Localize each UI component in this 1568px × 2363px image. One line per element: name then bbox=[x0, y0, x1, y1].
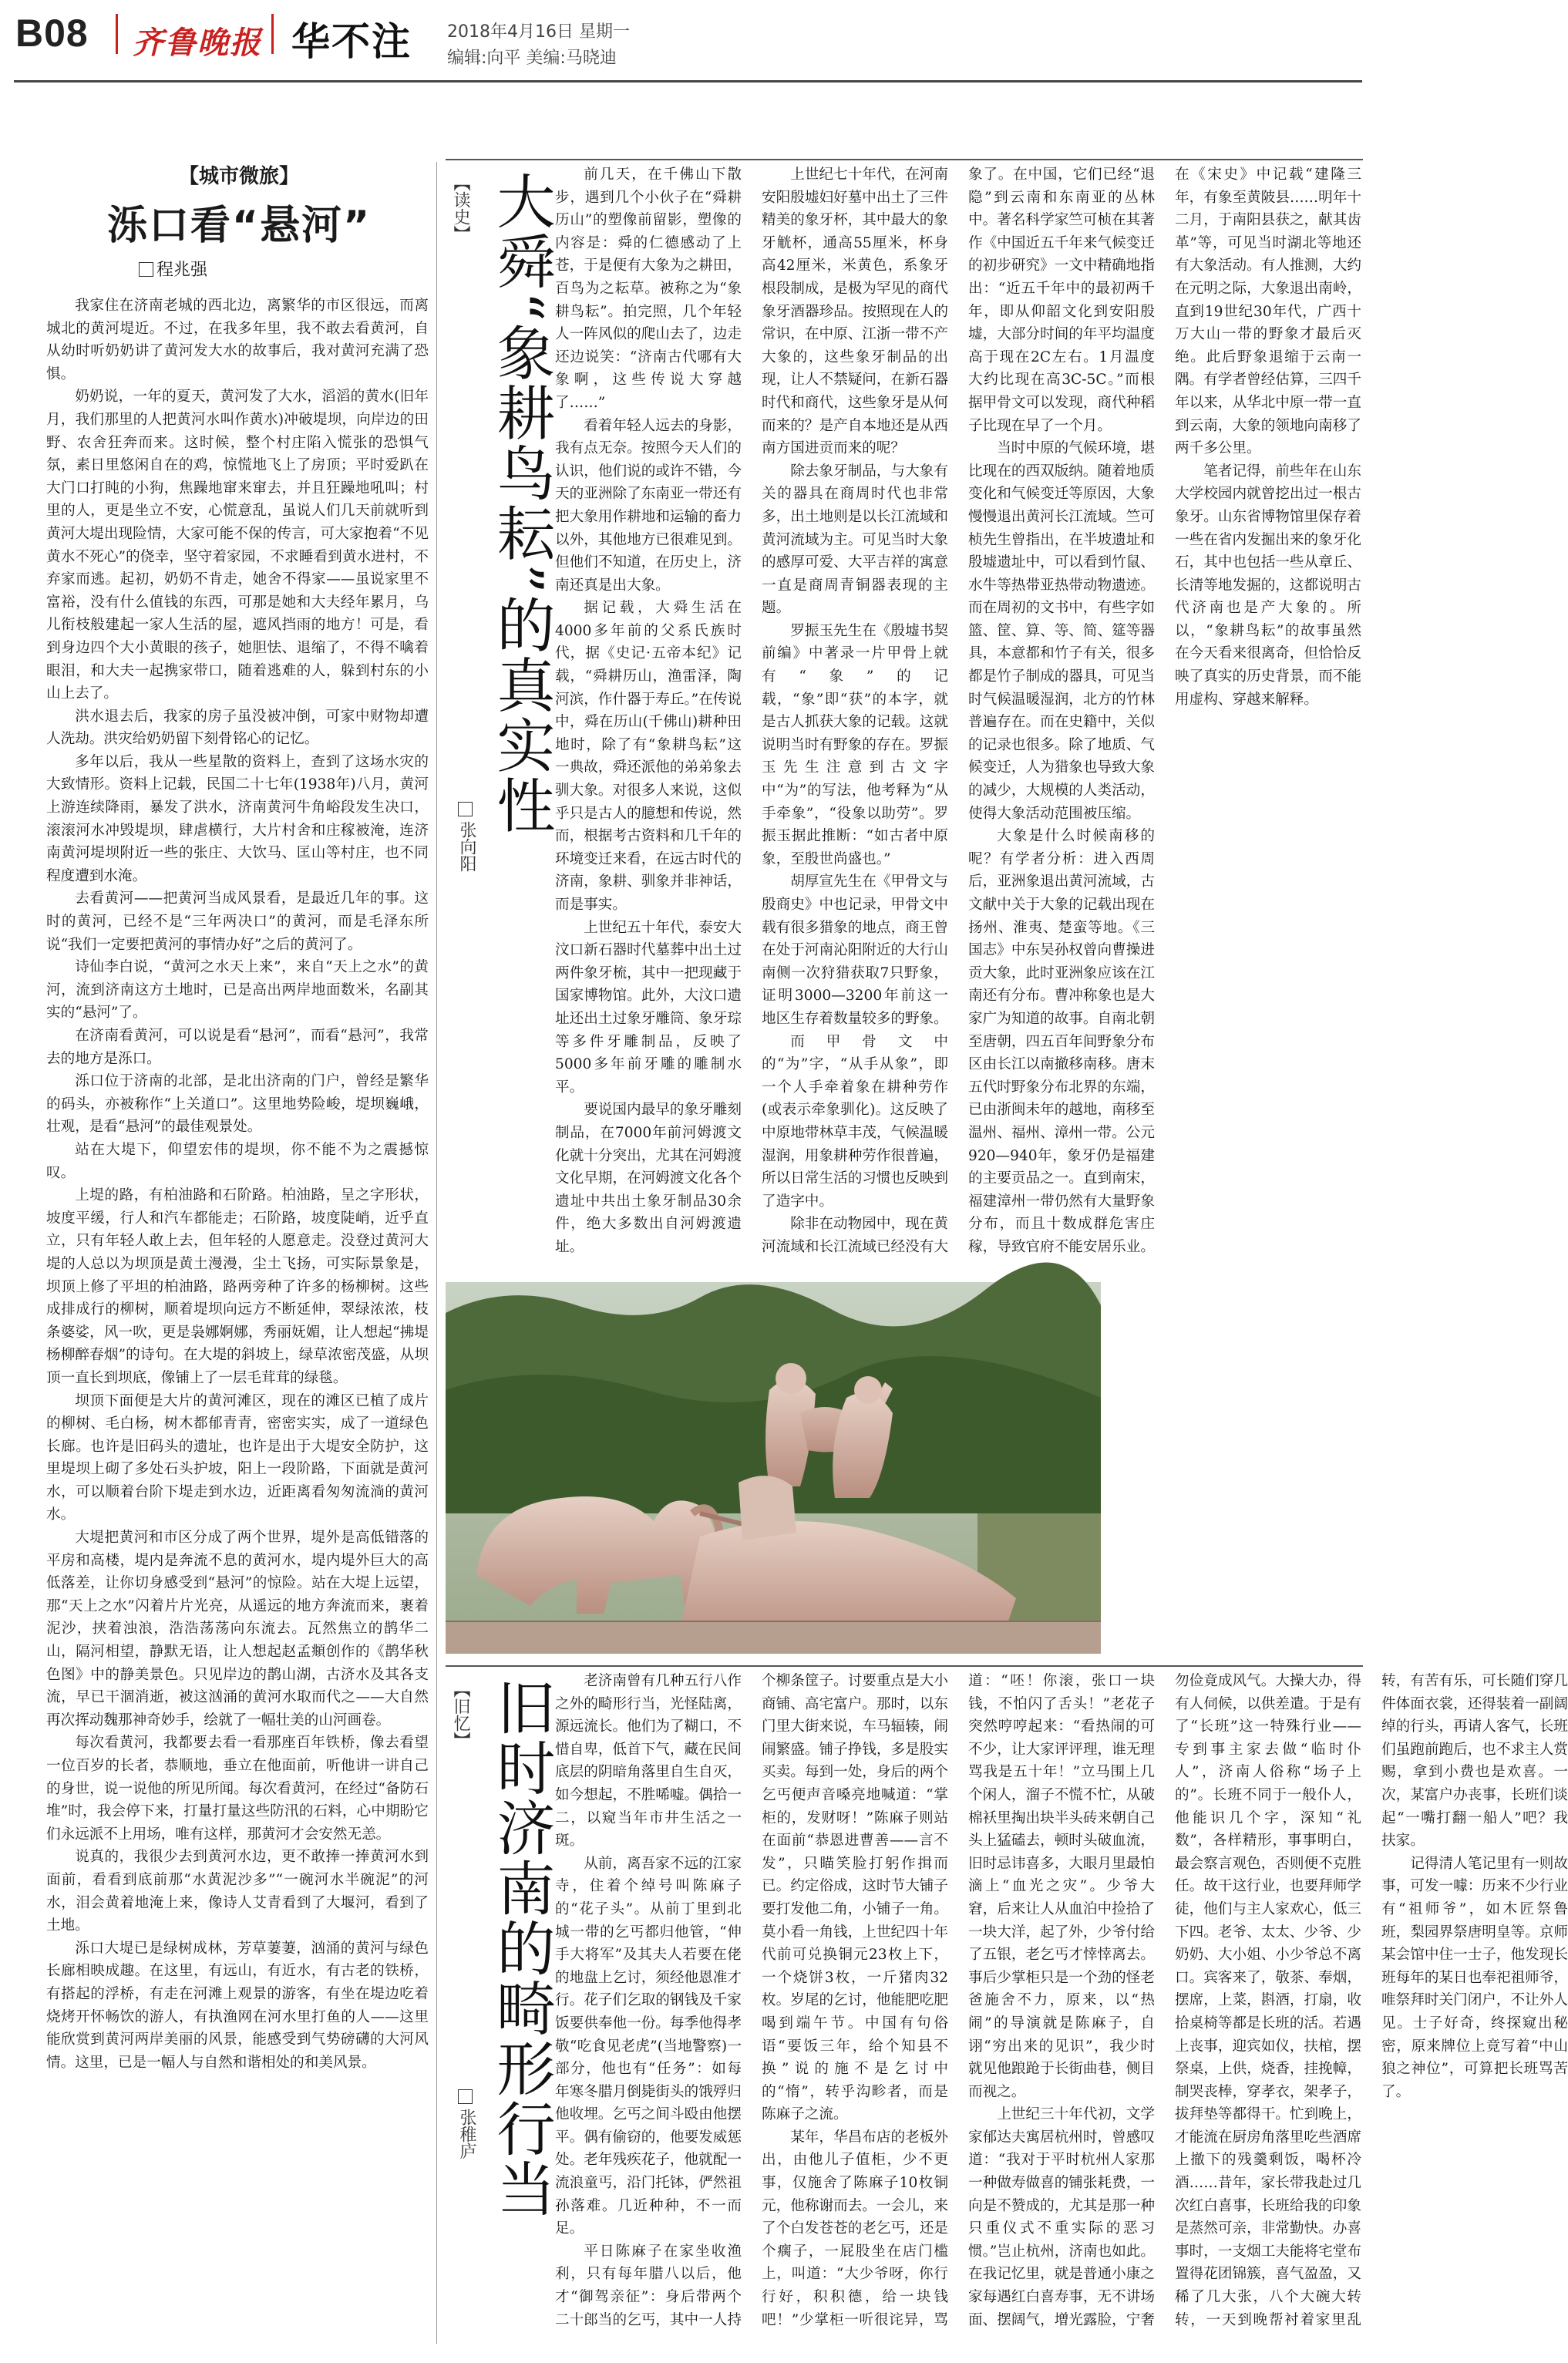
paragraph: 在济南看黄河，可以说是看“悬河”，而看“悬河”，我常去的地方是泺口。 bbox=[46, 1028, 429, 1067]
article-tag: 【读史】 bbox=[451, 174, 470, 242]
paragraph: 记得清人笔记里有一则故事，可发一噱：历来不少行业有“祖师爷”，如木匠祭鲁班，梨园界祭唐明皇等。京师某会馆中住一士子，他发现长班每年的某日也奉祀祖师爷，唯祭拜时关门闭户，不让外人见。士子好奇，终探窥出秘密，原来牌位上竟写着“中山狼之神位”，可算把长班骂苦了。 bbox=[1381, 1855, 1568, 2100]
paragraph: 诗仙李白说，“黄河之水天上来”，来自“天上之水”的黄河，流到济南这方土地时，已是高出两岸地面数米，名副其实的“悬河”了。 bbox=[46, 959, 429, 1022]
paragraph: 上堤的路，有柏油路和石阶路。柏油路，呈之字形状，坡度平缓，行人和汽车都能走；石阶路，坡度陡峭，近乎直立，只有年轻人敢上去，但年轻的人愿意走。没登过黄河大堤的人总以为坝顶是黄土漫漫，尘土飞扬，可实际景象是，坝顶上修了平坦的柏油路，路两旁种了许多的杨柳树。这些成排成行的柳树，顺着堤坝向远方不断延伸，翠绿浓浓，枝条婆娑，风一吹，更是袅娜婀娜，秀丽妩媚，让人想起“拂堤杨柳醉春烟”的诗句。在大堤的斜坡上，绿草浓密茂盛，从坝顶一直长到坝底，像铺上了一层毛茸茸的绿毯。 bbox=[46, 1187, 429, 1386]
article-tag: 【旧忆】 bbox=[451, 1681, 470, 1749]
sculpture-illustration bbox=[446, 1282, 1101, 1654]
article-rule bbox=[446, 1665, 1363, 1667]
paragraph: 胡厚宣先生在《甲骨文与殷商史》中也记录，甲骨文中载有很多猎象的地点，商王曾在处于河南沁阳附近的大行山南侧一次狩猎获取7只野象，证明3000—3200年前这一地区生存着数量较多的野象。 bbox=[762, 874, 948, 1027]
article-title: 泺口看“悬河” bbox=[106, 203, 372, 249]
paragraph: 笔者记得，前些年在山东大学校园内就曾挖出过一根古象牙。山东省博物馆里保存着一些在省内发掘出来的象牙化石，其中也包括一些从章丘、长清等地发掘的，这都说明古代济南也是产大象的。所以，“象耕鸟耘”的故事虽然在今天看来很离奇，但恰恰反映了真实的历史背景，而不能用虚构、穿越来解释。 bbox=[1175, 463, 1361, 708]
paragraph: 大堤把黄河和市区分成了两个世界，堤外是高低错落的平房和高楼，堤内是奔流不息的黄河水，堤内堤外巨大的高低落差，让你切身感受到“悬河”的惊险。站在大堤上远望，那“天上之水”闪着片片光亮，从遥远的地方奔流而来，裹着泥沙，挟着浊浪，浩浩荡荡向东流去。瓦然焦立的鹊华二山，隔河相望，静默无语，让人想起赵孟頫创作的《鹊华秋色图》中的静美景色。只见岸边的鹊山湖，古济水及其各支流，早已干涸消逝，被这汹涌的黄河水取而代之——大自然再次挥动魏那神奇妙手，绘就了一幅壮美的山河画卷。 bbox=[46, 1530, 429, 1728]
paragraph: 据记载，大舜生活在4000多年前的父系氏族时代，据《史记·五帝本纪》记载，“舜耕历山，渔雷泽，陶河滨，作什器于寿丘。”在传说中，舜在历山(千佛山)耕种田地时，除了有“象耕鸟耘”这一典故，舜还派他的弟弟象去驯大象。对很多人来说，这似乎只是古人的臆想和传说，然而，根据考古资料和几千年的环境变迁来看，在远古时代的济南，象耕、驯象并非神话，而是事实。 bbox=[555, 600, 742, 913]
article-title: 大舜“象耕鸟耘”的真实性 bbox=[487, 171, 556, 836]
paragraph: 大象是什么时候南移的呢？有学者分析：进入西周后，亚洲象退出黄河流域，古文献中关于大象的记载出现在扬州、淮夷、楚蛮等地。《三国志》中东吴孙权曾向曹操进贡大象，此时亚洲象应该在江南还有分布。曹冲称象也是大家广为知道的故事。自南北朝至唐朝，四五百年间野象分布区由长江以南撤移南移。唐末五代时野象分布北界的东端，已由浙闽未年的越地，南移至温州、福州、漳州一带。公元920—940年，象牙仍是福建的主要贡品之一。直到南宋，福建漳州一带仍然有大量野象分布，而且十数成群危害庄稼，导致官府不能安居乐业。在《宋史》中记载“建隆三年，有象至黄陂县……明年十二月，于南阳县获之，献其齿革”等，可见当时湖北等地还有大象活动。有人推测，大约在元明之际，大象退出南岭，直到19世纪30年代，广西十万大山一带的野象才最后灭绝。此后野象退缩于云南一隅。有学者曾经估算，三四千年以来，从华北中原一带一直到云南，大象的领地向南移了两千多公里。 bbox=[968, 167, 1361, 1255]
paragraph: 看着年轻人远去的身影，我有点无奈。按照今天人们的认识，他们说的或许不错，今天的亚洲除了东南亚一带还有把大象用作耕地和运输的畜力以外，其他地方已很难见到。但他们不知道，在历史上，济南还真是出大象。 bbox=[555, 417, 742, 594]
article-kicker: 【城市微旅】 bbox=[178, 165, 299, 188]
paragraph: 要说国内最早的象牙雕刻制品，在7000年前河姆渡文化就十分突出，尤其在河姆渡文化早期，在河姆渡文化各个遗址中共出土象牙制品30余件，绝大多数出自河姆渡遗址。 bbox=[555, 1102, 742, 1255]
article-title: 旧时济南的畸形行当 bbox=[487, 1678, 556, 2219]
paragraph: 老济南曾有几种五行八作之外的畸形行当，光怪陆离，源远流长。他们为了糊口，不惜自卑，低首下气，藏在民间底层的阴暗角落里自生自灭，如今想起，不胜唏嘘。偶拾一二，以窥当年市井生活之一斑。 bbox=[555, 1673, 742, 1850]
header-rule bbox=[14, 80, 1362, 82]
byline-box-icon bbox=[139, 262, 153, 277]
newspaper-logo: 齐鲁晚报 bbox=[133, 25, 262, 61]
paragraph: 上世纪五十年代，泰安大汶口新石器时代墓葬中出土过两件象牙梳，其中一把现藏于国家博物馆。此外，大汶口遗址还出土过象牙雕筒、象牙琮等多件牙雕制品，反映了5000多年前牙雕的雕制水平。 bbox=[555, 919, 742, 1096]
byline-text: 程兆强 bbox=[156, 261, 208, 280]
article-byline bbox=[455, 802, 479, 872]
issue-date: 2018年4月16日 星期一 bbox=[447, 22, 630, 42]
sculpture-photo bbox=[446, 1282, 1101, 1654]
paragraph: 奶奶说，一年的夏天，黄河发了大水，滔滔的黄水(旧年月，我们那里的人把黄河水叫作黄水)冲破堤坝，向岸边的田野、农舍狂奔而来。这时候，整个村庄陷入慌张的恐惧气氛，素日里悠闲自在的鸡，惊慌地飞上了房顶；平时爱趴在大门口打盹的小狗，焦躁地窜来窜去，并且狂躁地吼叫；村里的人，更是坐立不安，心慌意乱，虽说人们几天前就听到黄河大堤出现险情，大家可能不保的传言，可大家抱着“不见黄水不死心”的侥幸，坚守着家园，不求睡看到黄水进村，不弃家而逃。起初，奶奶不肯走，她舍不得家——虽说家里不富裕，没有什么值钱的东西，可那是她和大夫经年累月，乌儿衔枝般建起一家人生活的屋，遮风挡雨的地方！可是，看到身边四个大小黄眼的孩子，她胆怯、退缩了，不得不噙着眼泪，和大夫一起携家带口，随着逃难的人，躲到村东的小山上去了。 bbox=[46, 389, 429, 702]
paragraph: 泺口大堤已是绿树成林，芳草萋萋，汹涌的黄河与绿色长廊相映成趣。在这里，有远山，有近水，有古老的铁桥，有搭起的浮桥，有走在河滩上观景的游客，有坐在堤边吃着烧烤开怀畅饮的游人，有执渔网在河水里打鱼的人——这里能欣赏到黄河两岸美丽的风景，能感受到气势磅礴的大河风情。这里，已是一幅人与自然和谐相处的和美风景。 bbox=[46, 1940, 429, 2071]
byline-box-icon bbox=[458, 2089, 473, 2104]
paragraph: 罗振玉先生在《殷墟书契前编》中著录一片甲骨上就有“象”的记载，“象”即“获”的本字，就是古人抓获大象的记载。这就说明当时有野象的存在。罗振玉先生注意到古文字中“为”的写法，他考释为“从手牵象”，“役象以助劳”。罗振玉据此推断：“如古者中原象，至殷世尚盛也。” bbox=[762, 622, 948, 867]
paragraph: 从前，离吾家不远的江家寺，住着个绰号叫陈麻子的“花子头”。从前丁里到北城一带的乞丐都归他管，“伸手大将军”及其夫人若要在佬的地盘上乞讨，须经他恩准才行。花子们乞取的钢钱及千家饭要供奉他一份。每季他得孝敬“吃食见老虎”(当地警察)一部分，他也有“任务”：如每年寒冬腊月倒毙街头的饿殍归他收埋。乞丐之间斗殴由他摆平。偶有偷窃的，他要发威惩处。老年残疾花子，他就配一流浪童丐，沿门托钵，俨然祖孙落难。几近种种，不一而足。 bbox=[555, 1855, 742, 2237]
column-divider bbox=[436, 162, 437, 2344]
paragraph: 每次看黄河，我都要去看一看那座百年铁桥，像去看望一位百岁的长者，恭顺地，垂立在他面前，听他讲一讲自己的身世，说一说他的所见所闻。每次看黄河，在经过“备防石堆”时，我会停下来，打量打量这些防汛的石料，心中期盼它们永远派不上用场，唯有这样，那黄河才会安然无恙。 bbox=[46, 1735, 429, 1843]
page-number: B08 bbox=[15, 12, 89, 55]
paragraph: 上世纪七十年代，在河南安阳殷墟妇好墓中出土了三件精美的象牙杯，其中最大的象牙觥杯，通高55厘米，杯身高42厘米，米黄色，系象牙根段制成，是极为罕见的商代象牙酒器珍品。按照现在人的常识，在中原、江浙一带不产大象的，这些象牙制品的出现，让人不禁疑问，在新石器时代和商代，这些象牙是从何而来的？是产自本地还是从西南方国进贡而来的呢？ bbox=[762, 167, 948, 457]
header-divider bbox=[271, 14, 274, 54]
article-body bbox=[555, 1670, 1568, 2345]
paragraph: 多年以后，我从一些星散的资料上，查到了这场水灾的大致情形。资料上记载，民国二十七年(1938年)八月，黄河上游连续降雨，暴发了洪水，济南黄河牛角峪段发生决口，滚滚河水冲毁堤坝，肆虐横行，大片村舍和庄稼被淹，连济南黄河堤坝附近一些的张庄、大饮马、匡山等村庄，也不同程度遭到水淹。 bbox=[46, 753, 429, 884]
paragraph: 坝顶下面便是大片的黄河滩区，现在的滩区已植了成片的柳树、毛白杨，树木都郁青青，密密实实，成了一道绿色长廊。也许是旧码头的遗址，也许是出于大堤安全防护，这里堤坝上砌了多处石头护坡，阳上一段阶路，下面就是黄河水，可以顺着台阶下堤走到水边，近距离看匆匆流淌的黄河水。 bbox=[46, 1392, 429, 1523]
article-byline bbox=[455, 2089, 479, 2159]
byline-text: 张稚庐 bbox=[457, 2109, 476, 2159]
article-body bbox=[555, 163, 1361, 1277]
section-title: 华不注 bbox=[291, 19, 412, 64]
paragraph: 洪水退去后，我家的房子虽没被冲倒，可家中财物却遭人洗劫。洪灾给奶奶留下刻骨铭心的记忆。 bbox=[46, 708, 429, 748]
paragraph: 平日陈麻子在家坐收渔利，只有每年腊八以后，他才“御驾亲征”：身后带两个二十郎当的乞丐，其中一人持个柳条筐子。讨要重点是大小商铺、高宅富户。那时，以东门里大街来说，车马辐辏，闹闹繁盛。铺子挣钱，多是股实买卖。每到一处，身后的两个乞丐便声音嗓亮地喊道：“掌柜的，发财呀！”陈麻子则站在面前“恭恩进曹善——言不发”，只瞄笑脸打躬作揖而已。约定俗成，这时节大铺子要打发他二角，小铺子一角。莫小看一角钱，上世纪四十年代前可兑换铜元23枚上下，一个烧饼3枚，一斤猪肉32枚。岁尾的乞讨，他能肥吃肥喝到端午节。中国有句俗语“要饭三年，给个知县不换”说的施不是乞讨中的“惰”，转乎沟畛者，而是陈麻子之流。 bbox=[555, 1673, 948, 2328]
paragraph: 前几天，在千佛山下散步，遇到几个小伙子在“舜耕历山”的塑像前留影，塑像的内容是：舜的仁德感动了上苍，于是便有大象为之耕田，百鸟为之耘草。被称之为“象耕鸟耘”。拍完照，几个年轻人一阵风似的爬山去了，边走还边说笑：“济南古代哪有大象啊，这些传说大穿越了……” bbox=[555, 167, 742, 411]
paragraph: 而甲骨文中的“为”字，“从手从象”，即一个人手牵着象在耕种劳作(或表示牵象驯化)。这反映了中原地带林草丰茂，气候温暖湿润，用象耕种劳作很普遍，所以日常生活的习惯也反映到了造字中。 bbox=[762, 1033, 948, 1210]
paragraph: 某年，华昌布店的老板外出，由他儿子值柜，少不更事，仅施舍了陈麻子10枚铜元，他称谢而去。一会儿，来了个白发苍苍的老乞丐，还是个瘸子，一屁股坐在店门槛上，叫道：“大少爷呀，你行行好，积积德，给一块钱吧！”少掌柜一听很诧异，骂道：“呸！你滚，张口一块钱，不怕闪了舌头！”老花子突然哼哼起来：“看热闹的可不少，让大家评评理，谁无理骂我是五十年！”立马围上几个闲人，溜子不慌不忙，从破棉袄里掏出块半头砖来朝自己头上猛磕去，顿时头破血流，旧时忌讳喜多，大眼月里最怕滴上“血光之灾”。少爷大窘，后来让人从血泊中捡拾了一块大洋，起了外，少爷付给了五银，老乞丐才悻悻离去。事后少掌柜只是一个劲的怪老爸施舍不力，原来，以“热闹”的导演就是陈麻子，自诩“穷出来的见识”，我少时就见他踉跄于长街曲巷，侧目而视之。 bbox=[762, 1673, 1155, 2328]
paragraph: 除非在动物园中，现在黄河流域和长江流域已经没有大象了。在中国，它们已经“退隐”到云南和东南亚的丛林中。著名科学家竺可桢在其著作《中国近五千年来气候变迁的初步研究》一文中精确地指出：“近五千年中的最初两千年，即从仰韶文化到安阳殷墟，大部分时间的年平均温度高于现在2C左右。1月温度大约比现在高3C-5C。”而根据甲骨文可以发现，商代种稻子比现在早了一个月。 bbox=[762, 167, 1155, 1255]
editor-credits: 编辑:向平 美编:马晓迪 bbox=[447, 49, 617, 68]
paragraph: 我家住在济南老城的西北边，离繁华的市区很远，而离城北的黄河堤近。不过，在我多年里，我不敢去看黄河，自从幼时听奶奶讲了黄河发大水的故事后，我对黄河充满了恐惧。 bbox=[46, 298, 429, 382]
byline-box-icon bbox=[458, 802, 473, 816]
byline-text: 张向阳 bbox=[457, 821, 476, 872]
paragraph: 站在大堤下，仰望宏伟的堤坝，你不能不为之震撼惊叹。 bbox=[46, 1141, 429, 1181]
paragraph: 泺口位于济南的北部，是北出济南的门户，曾经是繁华的码头，亦被称作“上关道口”。这里地势险峻，堤坝巍峨，壮观，是看“悬河”的最佳观景处。 bbox=[46, 1073, 429, 1136]
article-byline bbox=[139, 257, 207, 281]
paragraph: 去看黄河——把黄河当成风景看，是最近几年的事。这时的黄河，已经不是“三年两决口”的黄河，而是毛泽东所说“我们一定要把黄河的事情办好”之后的黄河了。 bbox=[46, 890, 429, 953]
paragraph: 除去象牙制品，与大象有关的器具在商周时代也非常多，出土地则是以长江流域和黄河流域为主。可见当时大象的感厚可爱、大平吉祥的寓意一直是商周青铜器表现的主题。 bbox=[762, 463, 948, 617]
paragraph: 上世纪三十年代初，文学家郁达夫寓居杭州时，曾感叹道：“我对于平时杭州人家那一种做寿做喜的铺张耗费，一向是不赞成的，尤其是那一种只重仪式不重实际的恶习惯。”岂止杭州，济南也如此。在我记忆里，就是普通小康之家每遇红白喜寿事，无不讲场面、摆阔气，增光露脸，宁奢勿俭竟成风气。大操大办，得有人伺候，以供差遣。于是有了“长班”这一特殊行业——专到事主家去做“临时仆人”，济南人俗称“场子上的”。长班不同于一般仆人，他能识几个字，深知“礼数”，各样精形，事事明白，最会察言观色，否则便不克胜任。故干这行业，也要拜师学徒，他们与主人家欢心，低三下四。老爷、太太、少爷、少奶奶、大小姐、小少爷总不离口。宾客来了，敬茶、奉烟，摆席，上菜，斟酒，打扇，收拾桌椅等都是长班的活。若遇上丧事，迎宾如仪，扶棺，摆祭桌，上供，烧香，挂挽幛，制哭丧棒，穿孝衣，架孝子，拔拜垫等都得干。忙到晚上，才能流在厨房角落里吃些酒席上撤下的残羹剩饭，喝杯冷酒……昔年，家长带我赴过几次红白喜事，长班给我的印象是蒸然可亲，非常勤快。办喜事时，一支烟工夫能将宅堂布置得花团锦簇，喜气盈盈，又稀了几大张，八个大碗大转转，一天到晚帮衬着家里乱转，有苦有乐，可长随们穿几件体面衣裳，还得装着一副阔绰的行头，再请人客气，长班们虽跑前跑后，也不求主人赏赐，拿到小费也是欢喜。一次，某富户办丧事，长班们谈起“一嘴打翻一船人”吧？我扶家。 bbox=[968, 1673, 1568, 2328]
article-rule bbox=[446, 159, 1363, 160]
header-divider bbox=[116, 14, 118, 54]
article-body bbox=[46, 295, 429, 2345]
paragraph: 说真的，我很少去到黄河水边，更不敢捧一捧黄河水到面前，看看到底前那“水黄泥沙多”“一碗河水半碗泥”的河水，泪会黄着地淹上来，像诗人艾青看到了大堰河，看到了土地。 bbox=[46, 1849, 429, 1934]
paragraph: 当时中原的气候环境，堪比现在的西双版纳。随着地质变化和气候变迁等原因，大象慢慢退出黄河长江流域。竺可桢先生曾指出，在半坡遗址和殷墟遗址中，可以看到竹鼠、水牛等热带亚热带动物遗迹。而在周初的文书中，有些字如篮、筐、算、等、简、筵等器具，本意都和竹子有关，很多都是竹子制成的器具，可见当时气候温暖湿润，北方的竹林普遍存在。而在史籍中，关似的记录也很多。除了地质、气候变迁，人为猎象也导致大象的减少，大规模的人类活动，使得大象活动范围被压缩。 bbox=[968, 440, 1155, 822]
